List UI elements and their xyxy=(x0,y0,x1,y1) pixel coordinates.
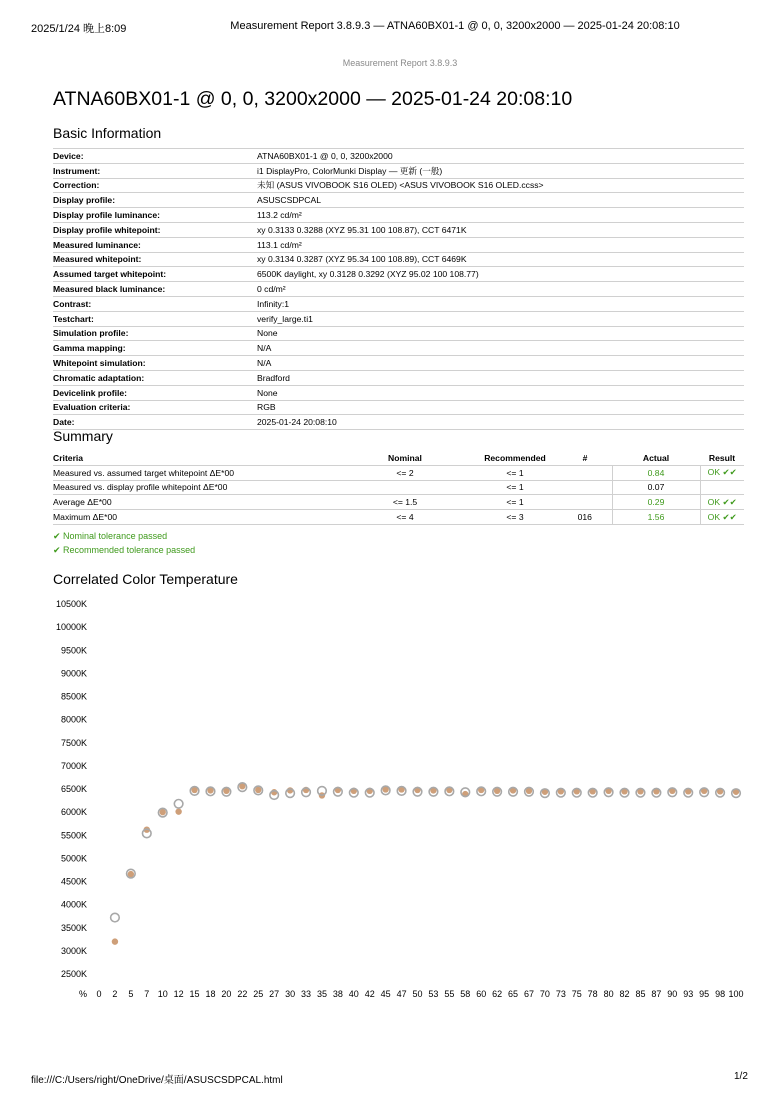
info-value: 0 cd/m² xyxy=(257,282,744,297)
info-row xyxy=(53,385,744,400)
x-tick-label: 18 xyxy=(205,989,216,999)
info-key: Display profile luminance: xyxy=(53,208,257,223)
x-tick-label: 38 xyxy=(332,989,343,999)
summary-row xyxy=(53,465,744,480)
summary-result-cell xyxy=(700,480,744,495)
info-key: Simulation profile: xyxy=(53,326,257,341)
summary-row xyxy=(53,495,744,510)
info-value: ASUSCSDPCAL xyxy=(257,193,744,208)
page-title: ATNA60BX01-1 @ 0, 0, 3200x2000 — 2025-01-24 20:08:10 xyxy=(53,88,573,110)
summary-header-row xyxy=(53,451,744,465)
print-footer-path: file:///C:/Users/right/OneDrive/桌面/ASUSCSDPCAL.html xyxy=(31,1075,283,1086)
y-tick-label: 9000K xyxy=(60,668,87,679)
info-value: 2025-01-24 20:08:10 xyxy=(257,415,744,430)
y-tick-label: 2500K xyxy=(60,969,87,979)
info-row xyxy=(53,356,744,371)
info-row xyxy=(53,149,744,164)
measured-point xyxy=(111,913,120,922)
reference-point xyxy=(112,938,118,944)
y-tick-label: 5000K xyxy=(60,853,87,864)
x-tick-label: 27 xyxy=(269,989,280,999)
y-tick-label: 10000K xyxy=(55,622,87,633)
info-row xyxy=(53,237,744,252)
cct-heading: Correlated Color Temperature xyxy=(53,571,238,587)
info-row xyxy=(53,326,744,341)
summary-recommended-cell: <= 1 xyxy=(472,465,558,480)
x-tick-label: 67 xyxy=(523,989,534,999)
info-row xyxy=(53,370,744,385)
info-key: Evaluation criteria: xyxy=(53,400,257,415)
summary-result-cell: OK ✔✔ xyxy=(700,465,744,480)
x-tick-label: 82 xyxy=(619,989,630,999)
x-tick-label: 20 xyxy=(221,989,232,999)
summary-table xyxy=(53,451,744,525)
info-key: Measured whitepoint: xyxy=(53,252,257,267)
info-key: Instrument: xyxy=(53,163,257,178)
info-value: None xyxy=(257,385,744,400)
y-tick-label: 6000K xyxy=(60,807,87,818)
x-tick-label: 55 xyxy=(444,989,455,999)
summary-nominal-cell: <= 1.5 xyxy=(338,495,472,510)
info-key: Correction: xyxy=(53,178,257,193)
x-tick-label: 35 xyxy=(316,989,327,999)
col-result: Result xyxy=(700,451,744,465)
info-row xyxy=(53,163,744,178)
info-row xyxy=(53,208,744,223)
x-tick-label: 80 xyxy=(603,989,614,999)
x-tick-label: 70 xyxy=(539,989,550,999)
info-row xyxy=(53,193,744,208)
x-tick-label: 2 xyxy=(112,989,118,999)
summary-criteria-cell: Maximum ΔE*00 xyxy=(53,510,338,525)
info-row xyxy=(53,415,744,430)
x-tick-label: 95 xyxy=(699,989,710,999)
summary-number-cell: 016 xyxy=(558,510,612,525)
summary-number-cell xyxy=(558,495,612,510)
summary-result-cell: OK ✔✔ xyxy=(700,510,744,525)
x-tick-label: 60 xyxy=(476,989,487,999)
summary-number-cell xyxy=(558,480,612,495)
info-row xyxy=(53,252,744,267)
y-tick-label: 7000K xyxy=(60,760,87,771)
y-tick-label: 10500K xyxy=(55,599,87,609)
info-key: Whitepoint simulation: xyxy=(53,356,257,371)
cct-chart xyxy=(0,590,780,1010)
info-row xyxy=(53,222,744,237)
col-nominal: Nominal xyxy=(338,451,472,465)
x-tick-label: 90 xyxy=(667,989,678,999)
x-axis-label: % xyxy=(78,989,88,999)
info-value: Infinity:1 xyxy=(257,296,744,311)
y-tick-label: 6500K xyxy=(60,784,87,794)
info-value: ATNA60BX01-1 @ 0, 0, 3200x2000 xyxy=(257,149,744,164)
info-row xyxy=(53,178,744,193)
info-value: RGB xyxy=(257,400,744,415)
info-key: Contrast: xyxy=(53,296,257,311)
info-key: Measured luminance: xyxy=(53,237,257,252)
nominal-passed-note: ✔ Nominal tolerance passed xyxy=(53,531,168,541)
info-value: 113.1 cd/m² xyxy=(257,237,744,252)
x-tick-label: 65 xyxy=(508,989,519,999)
summary-nominal-cell: <= 2 xyxy=(338,465,472,480)
summary-nominal-cell: <= 4 xyxy=(338,510,472,525)
info-key: Devicelink profile: xyxy=(53,385,257,400)
info-value: 113.2 cd/m² xyxy=(257,208,744,223)
info-value: i1 DisplayPro, ColorMunki Display — 更新 (一般) xyxy=(257,163,744,178)
x-tick-label: 22 xyxy=(237,989,248,999)
info-key: Device: xyxy=(53,149,257,164)
x-tick-label: 78 xyxy=(587,989,598,999)
y-tick-label: 9500K xyxy=(60,645,87,656)
x-tick-label: 5 xyxy=(128,989,134,999)
x-tick-label: 0 xyxy=(96,989,102,999)
x-tick-label: 47 xyxy=(396,989,407,999)
print-page-number: 1/2 xyxy=(734,1071,748,1082)
y-tick-label: 3500K xyxy=(60,922,87,933)
summary-row xyxy=(53,480,744,495)
info-key: Gamma mapping: xyxy=(53,341,257,356)
x-tick-label: 85 xyxy=(635,989,646,999)
info-key: Display profile whitepoint: xyxy=(53,222,257,237)
measured-point xyxy=(174,800,183,809)
print-datetime: 2025/1/24 晚上8:09 xyxy=(31,23,127,35)
basic-info-heading: Basic Information xyxy=(53,125,162,141)
summary-actual-cell: 0.07 xyxy=(612,480,700,495)
summary-result-cell: OK ✔✔ xyxy=(700,495,744,510)
info-row xyxy=(53,311,744,326)
x-tick-label: 10 xyxy=(157,989,168,999)
y-tick-label: 7500K xyxy=(60,737,87,748)
info-row xyxy=(53,400,744,415)
summary-recommended-cell: <= 1 xyxy=(472,495,558,510)
x-tick-label: 73 xyxy=(555,989,566,999)
x-tick-label: 12 xyxy=(173,989,184,999)
basic-info-table xyxy=(53,148,744,430)
info-row xyxy=(53,282,744,297)
print-title: Measurement Report 3.8.9.3 — ATNA60BX01-1 @ 0, 0, 3200x2000 — 2025-01-24 20:08:10 xyxy=(230,20,680,32)
info-row xyxy=(53,267,744,282)
reference-point xyxy=(175,808,181,814)
x-tick-label: 45 xyxy=(380,989,391,999)
info-value: None xyxy=(257,326,744,341)
y-tick-label: 8500K xyxy=(60,691,87,702)
info-value: verify_large.ti1 xyxy=(257,311,744,326)
col-actual: Actual xyxy=(612,451,700,465)
y-tick-label: 4500K xyxy=(60,876,87,887)
info-key: Chromatic adaptation: xyxy=(53,370,257,385)
info-value: 6500K daylight, xy 0.3128 0.3292 (XYZ 95.02 100 108.77) xyxy=(257,267,744,282)
x-tick-label: 100 xyxy=(728,989,744,999)
x-tick-label: 33 xyxy=(301,989,312,999)
y-tick-label: 4000K xyxy=(60,899,87,910)
col-number: # xyxy=(558,451,612,465)
info-key: Date: xyxy=(53,415,257,430)
summary-criteria-cell: Measured vs. display profile whitepoint ΔE*00 xyxy=(53,480,338,495)
info-value: N/A xyxy=(257,356,744,371)
x-tick-label: 58 xyxy=(460,989,471,999)
x-tick-label: 42 xyxy=(364,989,375,999)
x-tick-label: 40 xyxy=(348,989,359,999)
recommended-passed-note: ✔ Recommended tolerance passed xyxy=(53,545,196,555)
info-value: 未知 (ASUS VIVOBOOK S16 OLED) <ASUS VIVOBOOK S16 OLED.ccss> xyxy=(257,178,744,193)
summary-recommended-cell: <= 1 xyxy=(472,480,558,495)
info-value: xy 0.3134 0.3287 (XYZ 95.34 100 108.89), CCT 6469K xyxy=(257,252,744,267)
info-value: N/A xyxy=(257,341,744,356)
info-row xyxy=(53,296,744,311)
summary-number-cell xyxy=(558,465,612,480)
x-tick-label: 98 xyxy=(715,989,726,999)
summary-criteria-cell: Measured vs. assumed target whitepoint ΔE*00 xyxy=(53,465,338,480)
info-value: Bradford xyxy=(257,370,744,385)
info-key: Measured black luminance: xyxy=(53,282,257,297)
x-tick-label: 50 xyxy=(412,989,423,999)
info-key: Testchart: xyxy=(53,311,257,326)
x-tick-label: 15 xyxy=(189,989,200,999)
x-tick-label: 25 xyxy=(253,989,264,999)
report-subtitle: Measurement Report 3.8.9.3 xyxy=(342,58,458,68)
summary-actual-cell: 0.84 xyxy=(612,465,700,480)
y-tick-label: 8000K xyxy=(60,714,87,725)
col-criteria: Criteria xyxy=(53,451,338,465)
x-tick-label: 87 xyxy=(651,989,662,999)
info-key: Assumed target whitepoint: xyxy=(53,267,257,282)
summary-criteria-cell: Average ΔE*00 xyxy=(53,495,338,510)
x-tick-label: 7 xyxy=(144,989,150,999)
info-row xyxy=(53,341,744,356)
info-key: Display profile: xyxy=(53,193,257,208)
summary-nominal-cell xyxy=(338,480,472,495)
info-value: xy 0.3133 0.3288 (XYZ 95.31 100 108.87), CCT 6471K xyxy=(257,222,744,237)
summary-row xyxy=(53,510,744,525)
summary-recommended-cell: <= 3 xyxy=(472,510,558,525)
y-tick-label: 3000K xyxy=(60,945,87,956)
summary-actual-cell: 0.29 xyxy=(612,495,700,510)
y-tick-label: 5500K xyxy=(60,830,87,841)
x-tick-label: 75 xyxy=(571,989,582,999)
x-tick-label: 93 xyxy=(683,989,694,999)
x-tick-label: 53 xyxy=(428,989,439,999)
x-tick-label: 30 xyxy=(285,989,296,999)
x-tick-label: 62 xyxy=(492,989,503,999)
summary-heading: Summary xyxy=(53,428,113,444)
col-recommended: Recommended xyxy=(472,451,558,465)
summary-actual-cell: 1.56 xyxy=(612,510,700,525)
